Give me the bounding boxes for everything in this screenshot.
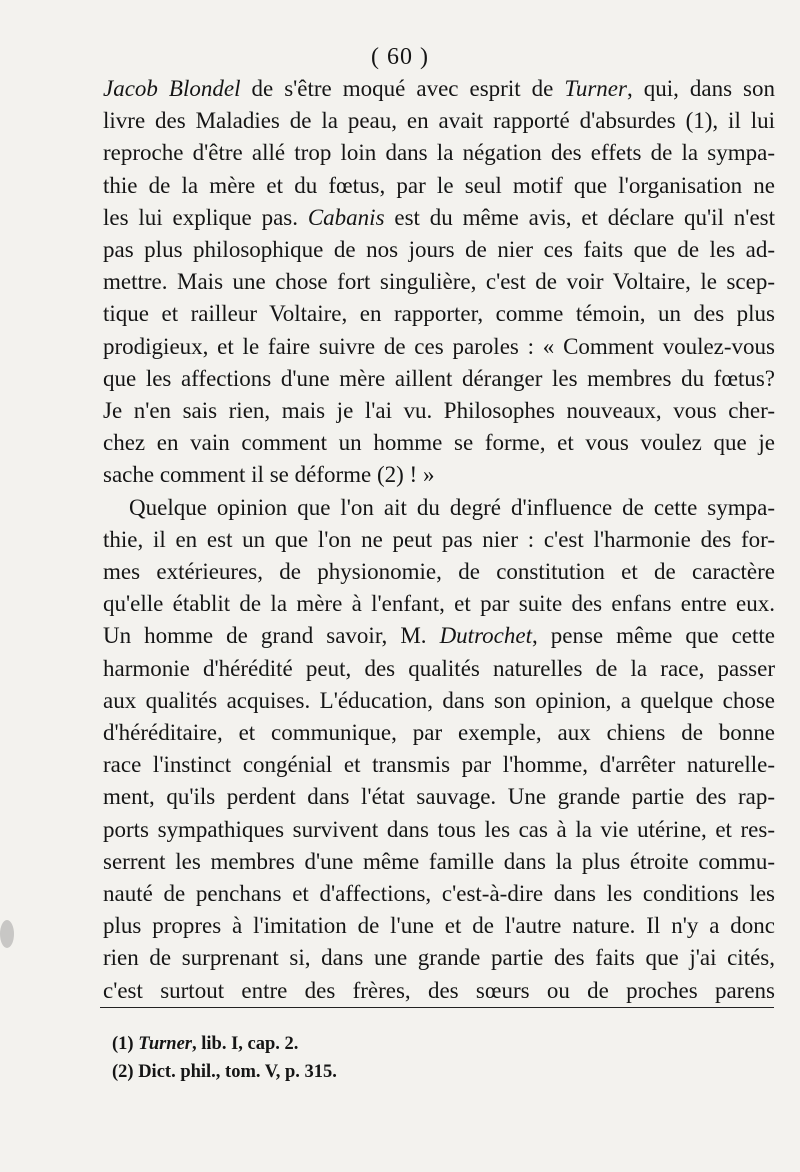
page-smudge bbox=[0, 920, 14, 948]
text-line bbox=[103, 298, 775, 330]
text-run: tique et railleur Voltaire, en rapporter, comme témoin, un des plus bbox=[103, 301, 775, 327]
text-run: nauté de penchans et d'affections, c'est-à-dire dans les conditions les bbox=[103, 881, 775, 907]
text-line bbox=[103, 942, 775, 974]
text-run: mes extérieures, de physionomie, de constitution et de caractère bbox=[103, 559, 775, 585]
text-run: harmonie d'hérédité peut, des qualités naturelles de la race, passer bbox=[103, 655, 775, 681]
text-run: chez en vain comment un homme se forme, et vous voulez que je bbox=[103, 430, 775, 456]
italic-name: Turner bbox=[564, 76, 627, 101]
text-line bbox=[103, 749, 775, 781]
text-run: sache comment il se déforme (2) ! » bbox=[103, 462, 435, 488]
text-run: plus propres à l'imitation de l'une et de l'autre nature. Il n'y a donc bbox=[103, 913, 775, 939]
text-line bbox=[103, 588, 775, 620]
text-line bbox=[103, 266, 775, 298]
text-run: c'est surtout entre des frères, des sœurs ou de proches parens bbox=[103, 977, 775, 1003]
text-line bbox=[103, 556, 775, 588]
footnote-rule bbox=[100, 1007, 774, 1008]
text-run: , qui, dans son bbox=[626, 76, 775, 101]
text-run: (1) bbox=[112, 1034, 139, 1054]
text-line bbox=[103, 524, 775, 556]
text-line bbox=[103, 234, 775, 266]
text-run: Un homme de grand savoir, M. bbox=[103, 623, 440, 649]
footnote bbox=[112, 1030, 337, 1058]
text-run: mettre. Mais une chose fort singulière, c'est de voir Voltaire, le scep- bbox=[103, 269, 775, 295]
text-run: , pense même que cette bbox=[531, 623, 775, 649]
text-line bbox=[103, 395, 775, 427]
text-run: reproche d'être allé trop loin dans la négation des effets de la sympa- bbox=[103, 140, 775, 166]
text-line bbox=[103, 910, 775, 942]
text-run: ment, qu'ils perdent dans l'état sauvage. Une grande partie des rap- bbox=[103, 784, 775, 810]
italic-name: Dutrochet bbox=[439, 623, 532, 649]
text-line bbox=[103, 170, 775, 202]
text-line bbox=[103, 653, 775, 685]
text-run: qu'elle établit de la mère à l'enfant, et par suite des enfans entre eux. bbox=[103, 591, 775, 617]
text-run: thie, il en est un que l'on ne peut pas nier : c'est l'harmonie des for- bbox=[103, 526, 775, 552]
text-line bbox=[103, 331, 775, 363]
text-run: les lui explique pas. bbox=[103, 204, 308, 230]
text-line bbox=[103, 814, 775, 846]
text-line bbox=[103, 878, 775, 910]
text-run: Quelque opinion que l'on ait du degré d'influence de cette sympa- bbox=[129, 494, 775, 520]
text-line bbox=[103, 781, 775, 813]
text-line bbox=[103, 620, 775, 652]
text-run: prodigieux, et le faire suivre de ces paroles : « Comment voulez-vous bbox=[103, 333, 775, 359]
footnote bbox=[112, 1058, 337, 1086]
italic-name: Cabanis bbox=[307, 204, 385, 230]
text-run: serrent les membres d'une même famille dans la plus étroite commu- bbox=[103, 848, 775, 874]
text-run: race l'instinct congénial et transmis par l'homme, d'arrêter naturelle- bbox=[103, 752, 775, 778]
text-line bbox=[103, 459, 775, 491]
footnotes bbox=[112, 1030, 337, 1086]
italic-name: Jacob Blondel bbox=[103, 76, 241, 101]
text-line bbox=[103, 975, 775, 1007]
text-line bbox=[103, 492, 775, 524]
body-text bbox=[103, 73, 775, 1007]
text-line bbox=[103, 202, 775, 234]
text-run: livre des Maladies de la peau, en avait rapporté d'absurdes (1), il lui bbox=[103, 108, 775, 134]
page-number: ( 60 ) bbox=[371, 44, 429, 70]
text-line bbox=[103, 717, 775, 749]
text-line bbox=[103, 427, 775, 459]
text-line bbox=[103, 846, 775, 878]
text-run: de s'être moqué avec esprit de bbox=[240, 76, 565, 101]
text-run: ports sympathiques survivent dans tous les cas à la vie utérine, et res- bbox=[103, 816, 775, 842]
text-line bbox=[103, 137, 775, 169]
text-line bbox=[103, 363, 775, 395]
text-run: (2) Dict. phil., tom. V, p. 315. bbox=[112, 1062, 337, 1082]
text-run: pas plus philosophique de nos jours de nier ces faits que de les ad- bbox=[103, 237, 775, 263]
text-run: Je n'en sais rien, mais je l'ai vu. Philosophes nouveaux, vous cher- bbox=[103, 398, 775, 424]
text-run: rien de surprenant si, dans une grande partie des faits que j'ai cités, bbox=[103, 945, 775, 971]
text-run: que les affections d'une mère aillent déranger les membres du fœtus? bbox=[103, 365, 775, 391]
text-line bbox=[103, 105, 775, 137]
italic-name: Turner bbox=[138, 1034, 193, 1054]
text-run: aux qualités acquises. L'éducation, dans son opinion, a quelque chose bbox=[103, 687, 775, 713]
text-run: d'héréditaire, et communique, par exemple, aux chiens de bonne bbox=[103, 720, 775, 746]
text-run: , lib. I, cap. 2. bbox=[192, 1034, 299, 1054]
text-line bbox=[103, 685, 775, 717]
text-line bbox=[103, 73, 775, 105]
text-run: thie de la mère et du fœtus, par le seul motif que l'organisation ne bbox=[103, 172, 775, 198]
text-run: est du même avis, et déclare qu'il n'est bbox=[384, 204, 775, 230]
